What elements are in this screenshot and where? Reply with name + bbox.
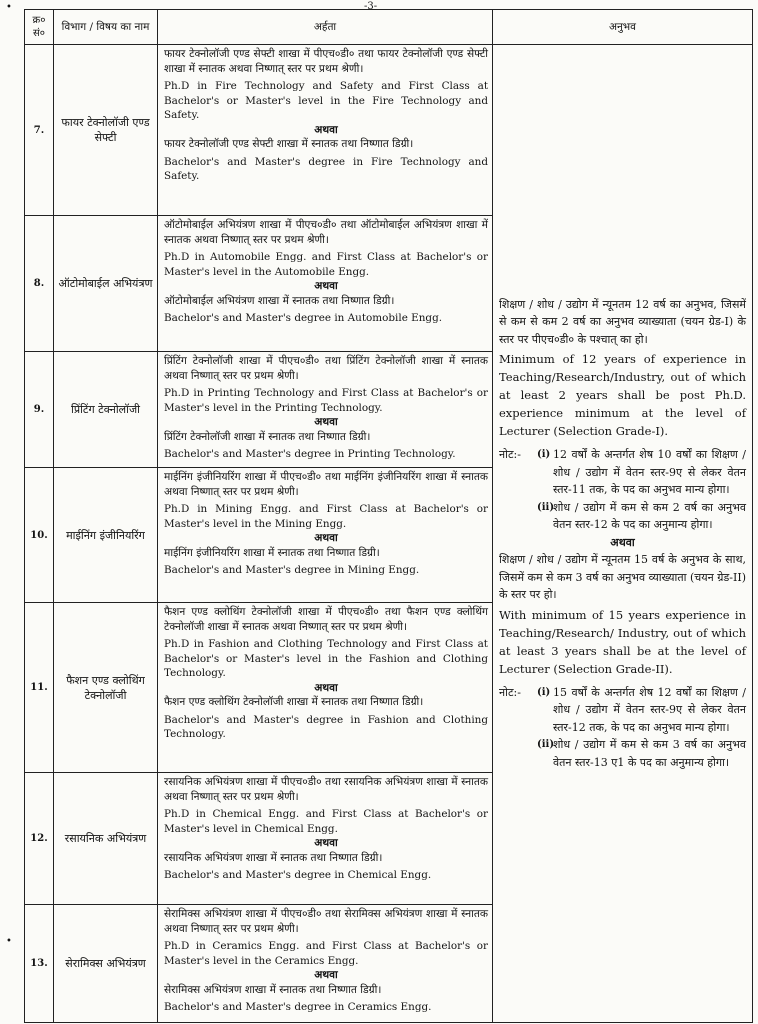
row-qualification [158, 773, 493, 905]
or-label: अथवा [314, 123, 338, 136]
qual-english: Ph.D in Mining Engg. and First Class at Bachelor's or Master's level in the Mining Engg. [164, 503, 488, 530]
qual-hindi-alt: माईनिंग इंजीनियरिंग शाखा में स्नातक तथा निष्णात डिग्री। [164, 546, 380, 559]
or-label: अथवा [314, 837, 338, 849]
row-number: 10. [25, 468, 54, 603]
row-number: 13. [25, 905, 54, 1023]
qual-hindi: प्रिंटिंग टेक्नोलॉजी शाखा में पीएच०डी० तथा प्रिंटिंग टेक्नोलॉजी शाखा में स्नातक अथवा निष्णात् स्तर पर प्रथम श्रेणी। [164, 355, 488, 382]
qual-english: Ph.D in Fashion and Clothing Technology and First Class at Bachelor's or Master's level in the Fashion and Clothing Technology. [164, 638, 488, 679]
note-item-number: (i) [537, 449, 551, 461]
row-qualification [158, 216, 493, 352]
qual-english-alt: Bachelor's and Master's degree in Printing Technology. [164, 448, 456, 460]
or-label: अथवा [610, 535, 635, 549]
row-dept: फायर टेक्नोलॉजी एण्ड सेफ्टी [54, 45, 158, 216]
page-number: -3- [364, 1, 378, 12]
or-label: अथवा [314, 681, 338, 694]
header-sno: क्र० सं० [25, 10, 54, 45]
qual-hindi: फायर टेक्नोलॉजी एण्ड सेफ्टी शाखा में पीएच०डी० तथा फायर टेक्नोलॉजी एण्ड सेफ्टी शाखा में स्नातक अथवा निष्णात् स्तर पर प्रथम श्रेणी। [164, 48, 488, 75]
qual-english-alt: Bachelor's and Master's degree in Automobile Engg. [164, 312, 443, 324]
qual-english: Ph.D in Printing Technology and First Class at Bachelor's or Master's level in the Printing Technology. [164, 387, 488, 414]
table-row [25, 45, 753, 216]
row-dept: प्रिंटिंग टेक्नोलॉजी [54, 352, 158, 468]
exp-hindi-1: शिक्षण / शोध / उद्योग में न्यूनतम 12 वर्ष का अनुभव, जिसमें से कम से कम 2 वर्ष का अनुभव व्याख्याता (चयन ग्रेड-I) के स्तर पर पीएच०डी० के पश्चात् का हो। [499, 297, 746, 346]
note-item-text: शोध / उद्योग में कम से कम 3 वर्ष का अनुभव वेतन स्तर-13 ए1 के पद का अनुमान्य होगा। [553, 738, 746, 769]
qual-hindi-alt: ऑटोमोबाईल अभियंत्रण शाखा में स्नातक तथा निष्णात डिग्री। [164, 294, 395, 307]
qual-english-alt: Bachelor's and Master's degree in Fire Technology and Safety. [164, 155, 488, 182]
note-item-text: 15 वर्षों के अन्तर्गत शेष 12 वर्षों का शिक्षण / शोध / उद्योग में वेतन स्तर-9ए से लेकर वेतन स्तर-12 तक, के पद का अनुभव मान्य होगा। [553, 685, 746, 734]
qual-hindi: फैशन एण्ड क्लोथिंग टेक्नोलॉजी शाखा में पीएच०डी० तथा फैशन एण्ड क्लोथिंग टेक्नोलॉजी शाखा में स्नातक अथवा निष्णात् स्तर पर प्रथम श्रेणी। [164, 606, 488, 633]
or-label: अथवा [314, 969, 338, 981]
row-dept: फैशन एण्ड क्लोथिंग टेक्नोलॉजी [54, 603, 158, 773]
or-label: अथवा [314, 532, 338, 544]
exp-english-2: With minimum of 15 years experience in Teaching/Research/ Industry, out of which at least 3 years shall be at the level of Lecturer (Selection Grade-II). [499, 607, 746, 676]
row-qualification [158, 352, 493, 468]
qual-english-alt: Bachelor's and Master's degree in Fashion and Clothing Technology. [164, 713, 488, 740]
qual-hindi: ऑटोमोबाईल अभियंत्रण शाखा में पीएच०डी० तथा ऑटोमोबाईल अभियंत्रण शाखा में स्नातक अथवा निष्णात् स्तर पर प्रथम श्रेणी। [164, 219, 488, 246]
qual-hindi-alt: प्रिंटिंग टेक्नोलॉजी शाखा में स्नातक तथा निष्णात डिग्री। [164, 430, 371, 443]
qual-hindi-alt: सेरामिक्स अभियंत्रण शाखा में स्नातक तथा निष्णात डिग्री। [164, 983, 382, 996]
row-number: 12. [25, 773, 54, 905]
qual-hindi: सेरामिक्स अभियंत्रण शाखा में पीएच०डी० तथा सेरामिक्स अभियंत्रण शाखा में स्नातक अथवा निष्णात् स्तर पर प्रथम श्रेणी। [164, 908, 488, 935]
row-dept: ऑटोमोबाईल अभियंत्रण [54, 216, 158, 352]
qual-english: Ph.D in Chemical Engg. and First Class at Bachelor's or Master's level in Chemical Engg. [164, 808, 488, 835]
qual-hindi-alt: फायर टेक्नोलॉजी एण्ड सेफ्टी शाखा में स्नातक तथा निष्णात डिग्री। [164, 138, 414, 150]
qual-english: Ph.D in Fire Technology and Safety and First Class at Bachelor's or Master's level in the Fire Technology and Safety. [164, 80, 488, 121]
header-qualification: अर्हता [158, 10, 493, 45]
qual-english-alt: Bachelor's and Master's degree in Ceramics Engg. [164, 1001, 432, 1013]
qual-english-alt: Bachelor's and Master's degree in Mining Engg. [164, 564, 420, 576]
scan-mark: • [6, 936, 12, 947]
note-label: नोट:- [499, 448, 521, 462]
row-dept: रसायनिक अभियंत्रण [54, 773, 158, 905]
note-block-1 [499, 446, 746, 534]
or-label: अथवा [314, 416, 338, 428]
qual-english-alt: Bachelor's and Master's degree in Chemical Engg. [164, 869, 432, 881]
table-header-row [25, 10, 753, 45]
note-item-text: शोध / उद्योग में कम से कम 2 वर्ष का अनुभव वेतन स्तर-12 के पद का अनुमान्य होगा। [553, 500, 746, 532]
row-dept: सेरामिक्स अभियंत्रण [54, 905, 158, 1023]
note-block-2 [499, 684, 746, 772]
note-item-number: (ii) [537, 739, 555, 751]
note-label: नोट:- [499, 685, 521, 699]
exp-english-1: Minimum of 12 years of experience in Teaching/Research/Industry, out of which at least 2 years shall be post Ph.D. experience minimum at the level of Lecturer (Selection Grade-I). [499, 352, 746, 439]
qual-english: Ph.D in Ceramics Engg. and First Class at Bachelor's or Master's level in the Ceramics Engg. [164, 940, 488, 967]
qual-hindi-alt: रसायनिक अभियंत्रण शाखा में स्नातक तथा निष्णात डिग्री। [164, 851, 383, 864]
header-dept: विभाग / विषय का नाम [54, 10, 158, 45]
row-qualification [158, 45, 493, 216]
scan-mark: • [6, 2, 12, 13]
experience-cell [493, 45, 753, 1023]
qualification-table [24, 9, 753, 1023]
row-qualification [158, 603, 493, 773]
note-item-number: (i) [537, 686, 551, 698]
qual-english: Ph.D in Automobile Engg. and First Class at Bachelor's or Master's level in the Automobile Engg. [164, 251, 488, 278]
row-qualification [158, 468, 493, 603]
qual-hindi: रसायनिक अभियंत्रण शाखा में पीएच०डी० तथा रसायनिक अभियंत्रण शाखा में स्नातक अथवा निष्णात् स्तर पर प्रथम श्रेणी। [164, 776, 488, 803]
qual-hindi-alt: फैशन एण्ड क्लोथिंग टेक्नोलॉजी शाखा में स्नातक तथा निष्णात डिग्री। [164, 696, 424, 708]
row-dept: माईनिंग इंजीनियरिंग [54, 468, 158, 603]
qual-hindi: माईनिंग इंजीनियरिंग शाखा में पीएच०डी० तथा माईनिंग इंजीनियरिंग शाखा में स्नातक अथवा निष्णात् स्तर पर प्रथम श्रेणी। [164, 471, 488, 498]
row-number: 8. [25, 216, 54, 352]
note-item-number: (ii) [537, 501, 555, 513]
note-item-text: 12 वर्षों के अन्तर्गत शेष 10 वर्षों का शिक्षण / शोध / उद्योग में वेतन स्तर-9ए से लेकर वेतन स्तर-11 तक, के पद का अनुभव मान्य होगा। [553, 448, 746, 497]
or-label: अथवा [314, 280, 338, 292]
header-experience: अनुभव [493, 10, 753, 45]
row-qualification [158, 905, 493, 1023]
row-number: 9. [25, 352, 54, 468]
row-number: 7. [25, 45, 54, 216]
row-number: 11. [25, 603, 54, 773]
exp-hindi-2: शिक्षण / शोध / उद्योग में न्यूनतम 15 वर्ष के अनुभव के साथ, जिसमें कम से कम 3 वर्ष का अनुभव व्याख्याता (चयन ग्रेड-II) के स्तर पर हो। [499, 553, 746, 602]
